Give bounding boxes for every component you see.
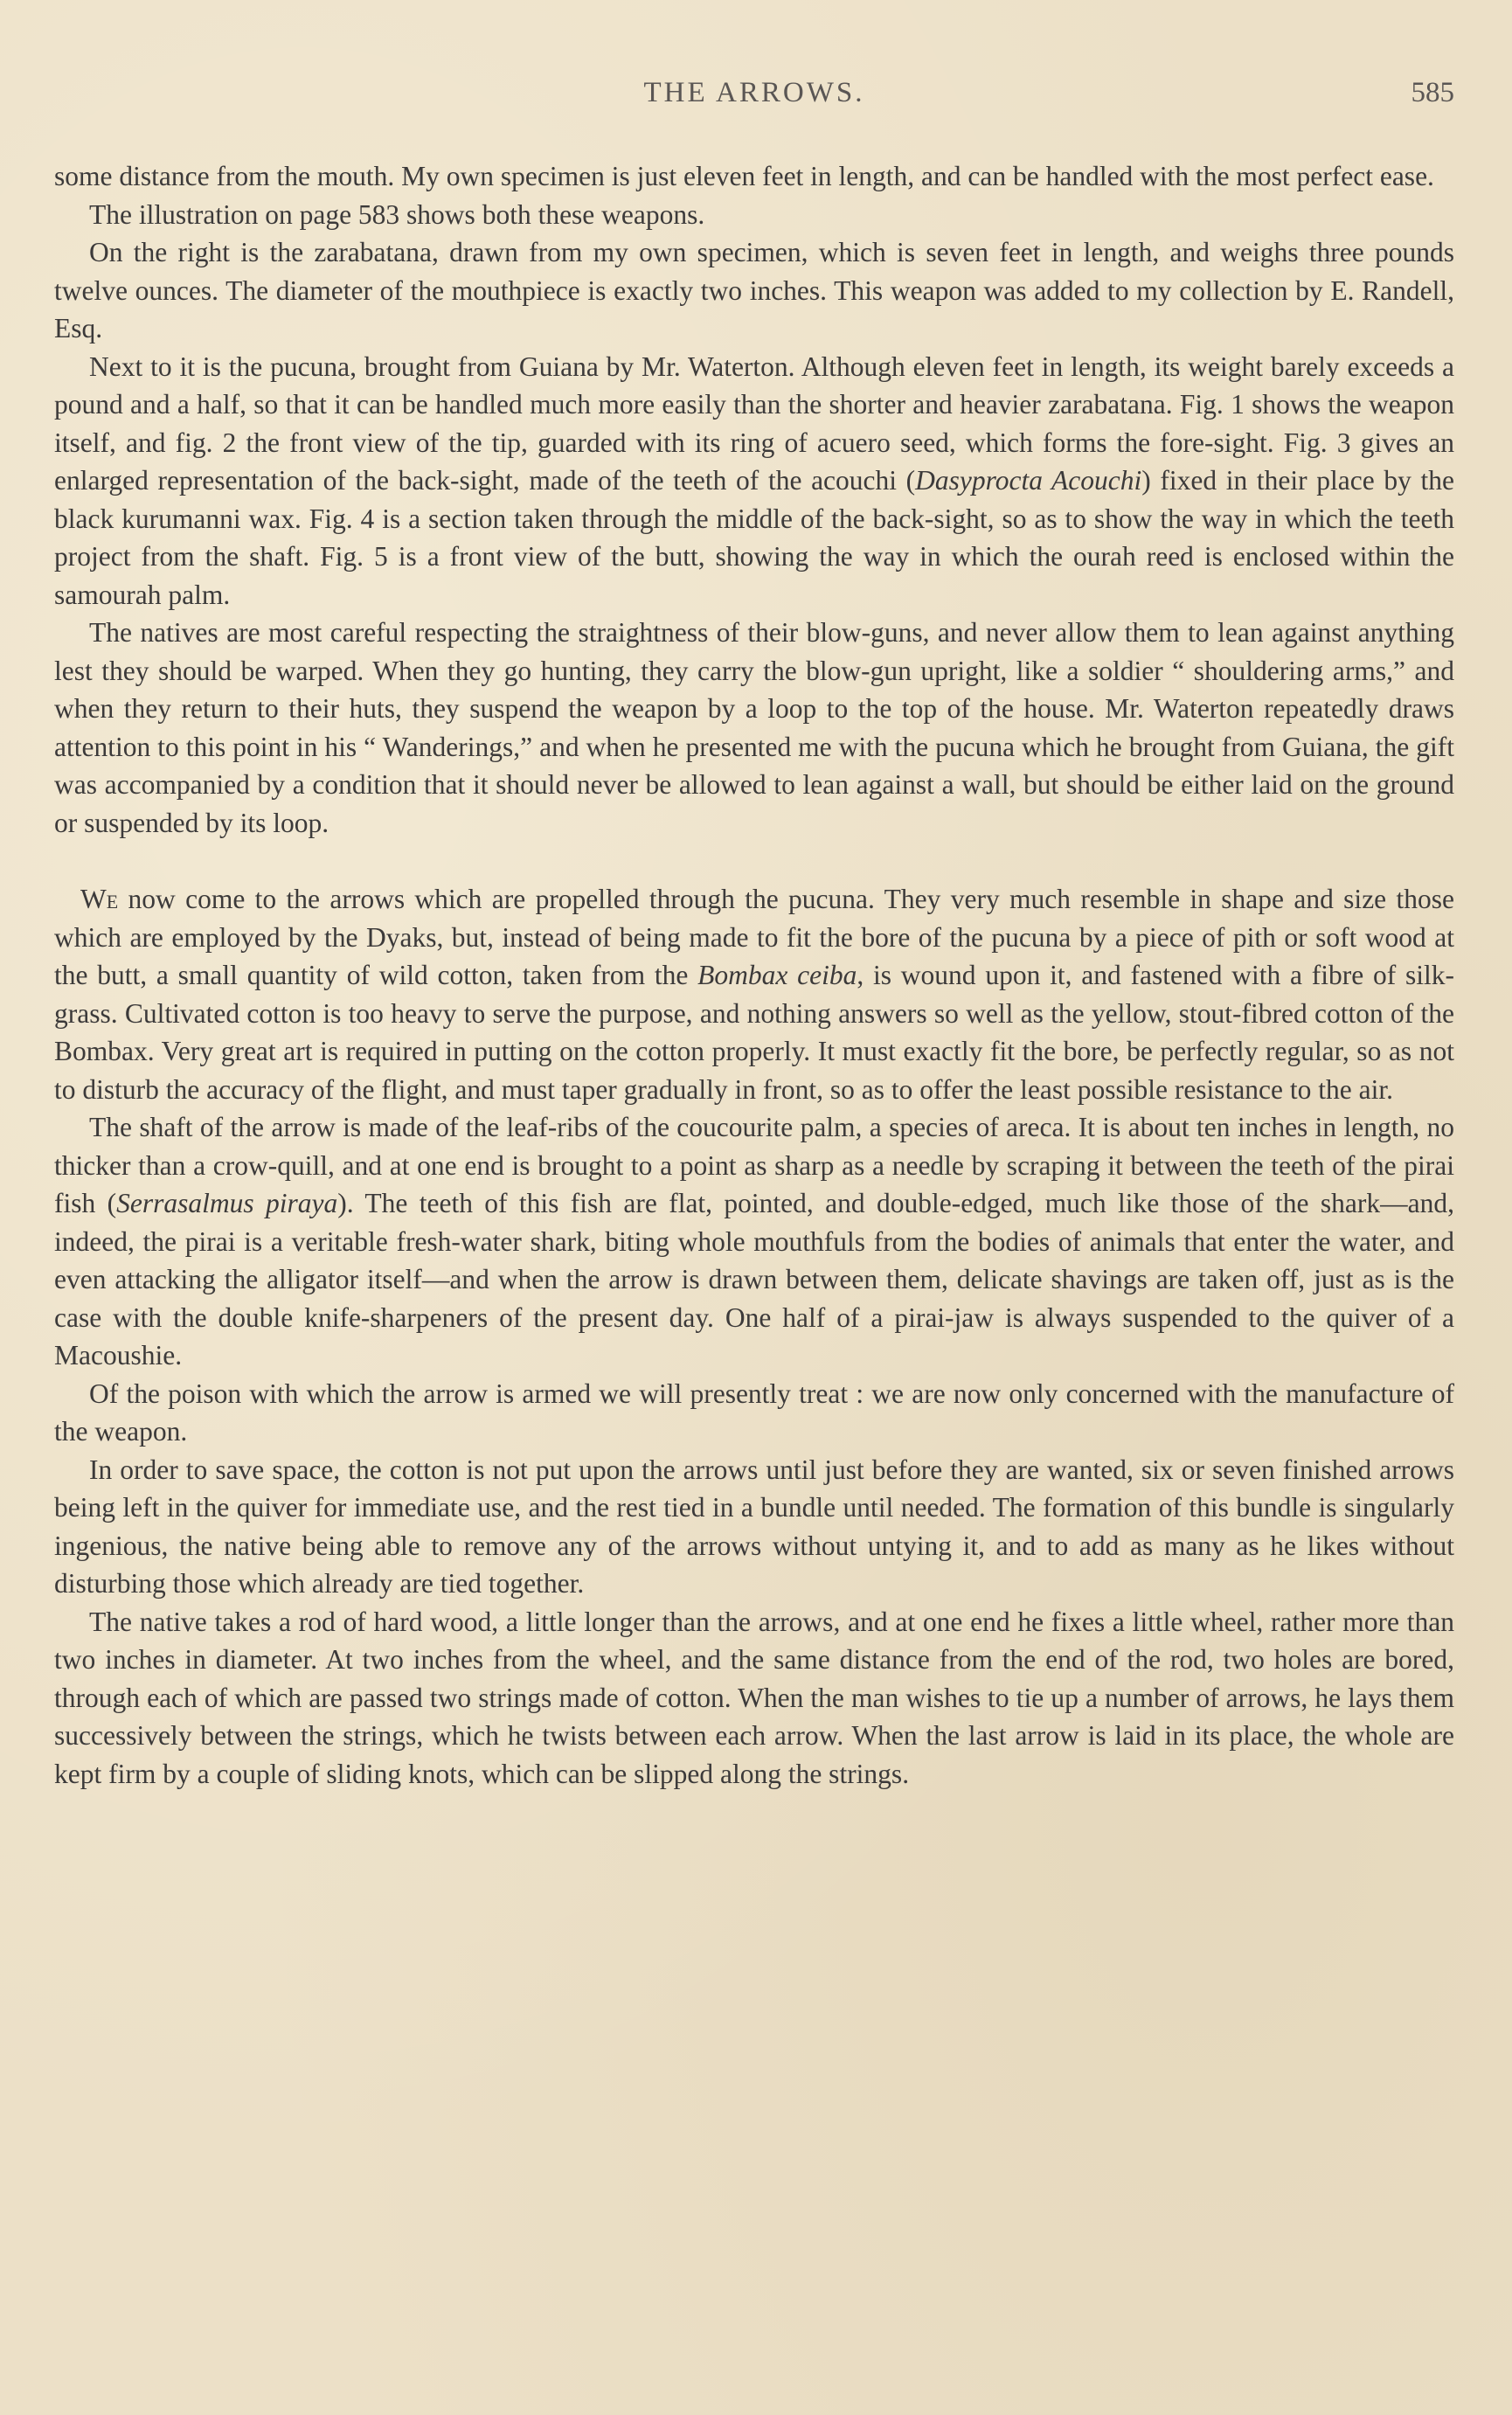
paragraph-text: The native takes a rod of hard wood, a little longer than the arrows, and at one end he fixes a little wheel, rather more than two inches in diameter. At two inches from the wheel, and the same distance from the end of the rod, two holes are bored, through each of which are passed two strings made of cotton. When the man wishes to tie up a number of arrows, he lays them successively between the strings, which he twists between each arrow. When the last arrow is laid in its place, the whole are kept firm by a couple of sliding knots, which can be slipped along the strings. [54, 1606, 1454, 1789]
running-head: THE ARROWS. [643, 77, 865, 108]
opening-word: We [80, 884, 119, 914]
section-start-paragraph [54, 880, 1454, 1108]
paragraph [54, 1451, 1454, 1603]
paragraph-text: The natives are most careful respecting the straightness of their blow-guns, and never allow them to lean against anything lest they should be warped. When they go hunting, they carry the blow-gun upright, like a soldier “ shouldering arms,” and when they return to their huts, they suspend the weapon by a loop to the top of the house. Mr. Waterton repeatedly draws attention to this point in his “ Wanderings,” and when he presented me with the pucuna which he brought from Guiana, the gift was accompanied by a condition that it should never be allowed to lean against a wall, but should be either laid on the ground or suspended by its loop. [54, 617, 1454, 838]
species-name: Serrasalmus piraya [116, 1188, 338, 1218]
paragraph [54, 196, 1454, 234]
page-header [54, 70, 1454, 122]
paragraph-text: , is wound upon it, and fastened with a fibre of silk-grass. Cultivated cotton is too heavy to serve the purpose, and nothing answers so well as the yellow, stout-fibred cotton of the Bombax. Very great art is required in putting on the cotton properly. It must exactly fit the bore, be perfectly regular, so as not to disturb the accuracy of the flight, and must taper gradually in front, so as to offer the least possible resistance to the air. [54, 960, 1455, 1105]
paragraph-text: In order to save space, the cotton is not put upon the arrows until just before they are wanted, six or seven finished arrows being left in the quiver for immediate use, and the rest tied in a bundle until needed. The formation of this bundle is singularly ingenious, the native being able to remove any of the arrows without untying it, and to add as many as he likes without disturbing those which already are tied together. [54, 1454, 1454, 1599]
paragraph-continued [54, 157, 1454, 196]
page-number: 585 [1411, 77, 1454, 108]
paragraph-text: now come to the arrows which are propelled through the pucuna. They very much resemble in shape and size those which are employed by the Dyaks, but, instead of being made to fit the bore of the pucuna by a piece of pith or soft wood at the butt, a small quantity of wild cotton, taken from the [54, 884, 1454, 990]
paragraph [54, 233, 1454, 348]
body-text [54, 157, 1454, 1793]
paragraph [54, 614, 1454, 842]
paragraph-text: Of the poison with which the arrow is armed we will presently treat : we are now only concerned with the manufacture of the weapon. [54, 1378, 1454, 1447]
paragraph-text: On the right is the zarabatana, drawn from my own specimen, which is seven feet in length, and weighs three pounds twelve ounces. The diameter of the mouthpiece is exactly two inches. This weapon was added to my collection by E. Randell, Esq. [54, 237, 1454, 344]
paragraph [54, 1603, 1454, 1794]
book-page [54, 70, 1454, 1793]
paragraph [54, 1375, 1454, 1451]
paragraph-text: some distance from the mouth. My own specimen is just eleven feet in length, and can be handled with the most perfect ease. [54, 161, 1434, 191]
paragraph-text: ). The teeth of this fish are flat, pointed, and double-edged, much like those of the shark—and, indeed, the pirai is a veritable fresh-water shark, biting whole mouthfuls from the bodies of animals that enter the water, and even attacking the alligator itself—and when the arrow is drawn between them, delicate shavings are taken off, just as is the case with the double knife-sharpeners of the present day. One half of a pirai-jaw is always suspended to the quiver of a Macoushie. [54, 1188, 1454, 1371]
paragraph-text: Next to it is the pucuna, brought from Guiana by Mr. Waterton. Although eleven feet in length, its weight barely exceeds a pound and a half, so that it can be handled much more easily than the shorter and heavier zarabatana. Fig. 1 shows the weapon itself, and fig. 2 the front view of the tip, guarded with its ring of acuero seed, which forms the fore-sight. Fig. 3 gives an enlarged representation of the back-sight, made of the teeth of the acouchi ( [54, 350, 1454, 496]
paragraph [54, 348, 1454, 614]
paragraph [54, 1108, 1454, 1375]
paragraph-text: ) fixed in their place by the black kurumanni wax. Fig. 4 is a section taken through the middle of the back-sight, so as to show the way in which the teeth project from the shaft. Fig. 5 is a front view of the butt, showing the way in which the ourah reed is enclosed within the samourah palm. [54, 465, 1454, 610]
paragraph-text: The illustration on page 583 shows both these weapons. [89, 198, 705, 230]
paragraph-text: The shaft of the arrow is made of the leaf-ribs of the coucourite palm, a species of areca. It is about ten inches in length, no thicker than a crow-quill, and at one end is brought to a point as sharp as a needle by scraping it between the teeth of the pirai fish ( [54, 1112, 1454, 1218]
species-name: Dasyprocta Acouchi [915, 465, 1142, 496]
species-name: Bombax ceiba [697, 960, 857, 990]
